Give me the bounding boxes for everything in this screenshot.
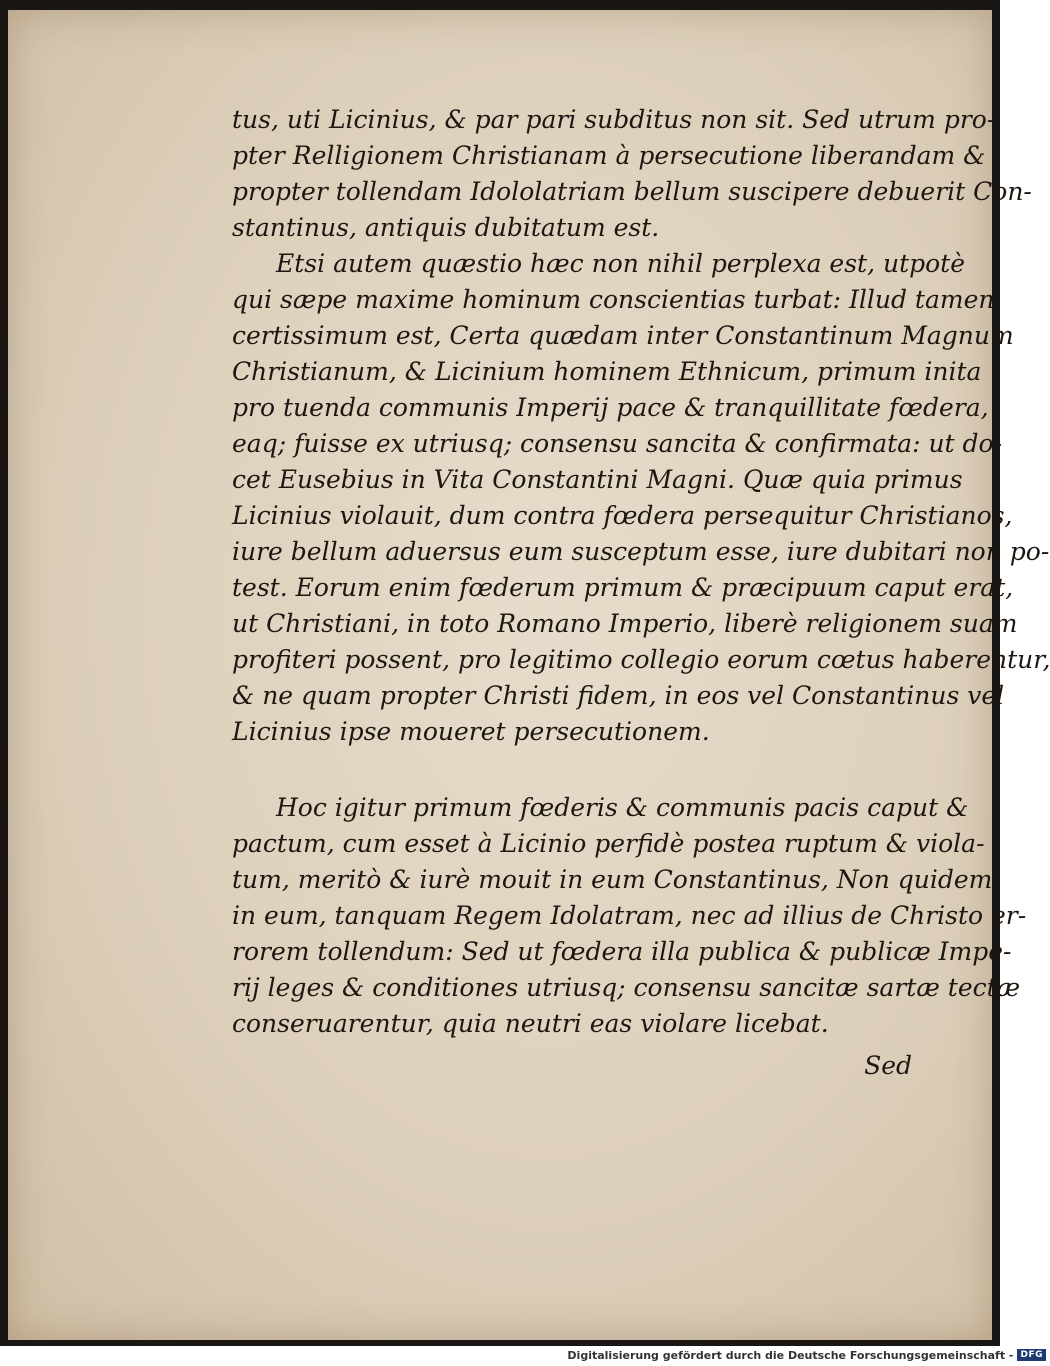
text-line: tum, meritò & iurè mouit in eum Constantinus, Non quidem — [232, 865, 993, 894]
text-line: Etsi autem quæstio hæc non nihil perplexa est, utpotè — [276, 249, 966, 278]
text-line: conseruarentur, quia neutri eas violare licebat. — [232, 1009, 829, 1038]
text-line: qui sæpe maxime hominum conscientias turbat: Illud tamen — [232, 285, 995, 314]
text-line: rij leges & conditiones utriusq; consensu sancitæ sartæ tectæ — [232, 973, 1021, 1002]
text-line: Christianum, & Licinium hominem Ethnicum, primum inita — [232, 357, 982, 386]
text-line: Licinius ipse moueret persecutionem. — [232, 717, 710, 746]
paragraph-spacer — [232, 750, 922, 790]
dfg-logo: DFG — [1017, 1349, 1046, 1361]
text-line: pter Relligionem Christianam à persecutione liberandam & — [232, 141, 986, 170]
page-body — [232, 102, 1050, 1084]
text-line: in eum, tanquam Regem Idolatram, nec ad illius de Christo er- — [232, 901, 1027, 930]
credit-text: Digitalisierung gefördert durch die Deutsche Forschungsgemeinschaft - — [567, 1348, 1014, 1362]
paragraph-2 — [232, 246, 1050, 750]
text-line: tus, uti Licinius, & par pari subditus non sit. Sed utrum pro- — [232, 105, 996, 134]
paragraph-3 — [232, 790, 1027, 1042]
text-line: test. Eorum enim fœderum primum & præcipuum caput erat, — [232, 573, 1014, 602]
text-line: pro tuenda communis Imperij pace & tranquillitate fœdera, — [232, 393, 989, 422]
text-line: iure bellum aduersus eum susceptum esse, iure dubitari non po- — [232, 537, 1050, 566]
text-line: stantinus, antiquis dubitatum est. — [232, 213, 660, 242]
catchword: Sed — [864, 1051, 912, 1080]
text-line: propter tollendam Idololatriam bellum suscipere debuerit Con- — [232, 177, 1032, 206]
text-line: ut Christiani, in toto Romano Imperio, liberè religionem suam — [232, 609, 1018, 638]
text-line: certissimum est, Certa quædam inter Constantinum Magnum — [232, 321, 1014, 350]
book-page — [8, 10, 1050, 1340]
text-line: eaq; fuisse ex utriusq; consensu sancita & confirmata: ut do- — [232, 429, 1003, 458]
paragraph-1 — [232, 102, 1032, 246]
text-line: & ne quam propter Christi fidem, in eos vel Constantinus vel — [232, 681, 1005, 710]
digitization-credit — [567, 1346, 1046, 1364]
text-line: Licinius violauit, dum contra fœdera persequitur Christianos, — [232, 501, 1013, 530]
text-line: pactum, cum esset à Licinio perfidè postea ruptum & viola- — [232, 829, 985, 858]
text-line: profiteri possent, pro legitimo collegio eorum cœtus haberentur, — [232, 645, 1050, 674]
text-line: Hoc igitur primum fœderis & communis pacis caput & — [276, 793, 969, 822]
text-line: rorem tollendum: Sed ut fœdera illa publica & publicæ Impe- — [232, 937, 1012, 966]
text-line: cet Eusebius in Vita Constantini Magni. Quæ quia primus — [232, 465, 963, 494]
